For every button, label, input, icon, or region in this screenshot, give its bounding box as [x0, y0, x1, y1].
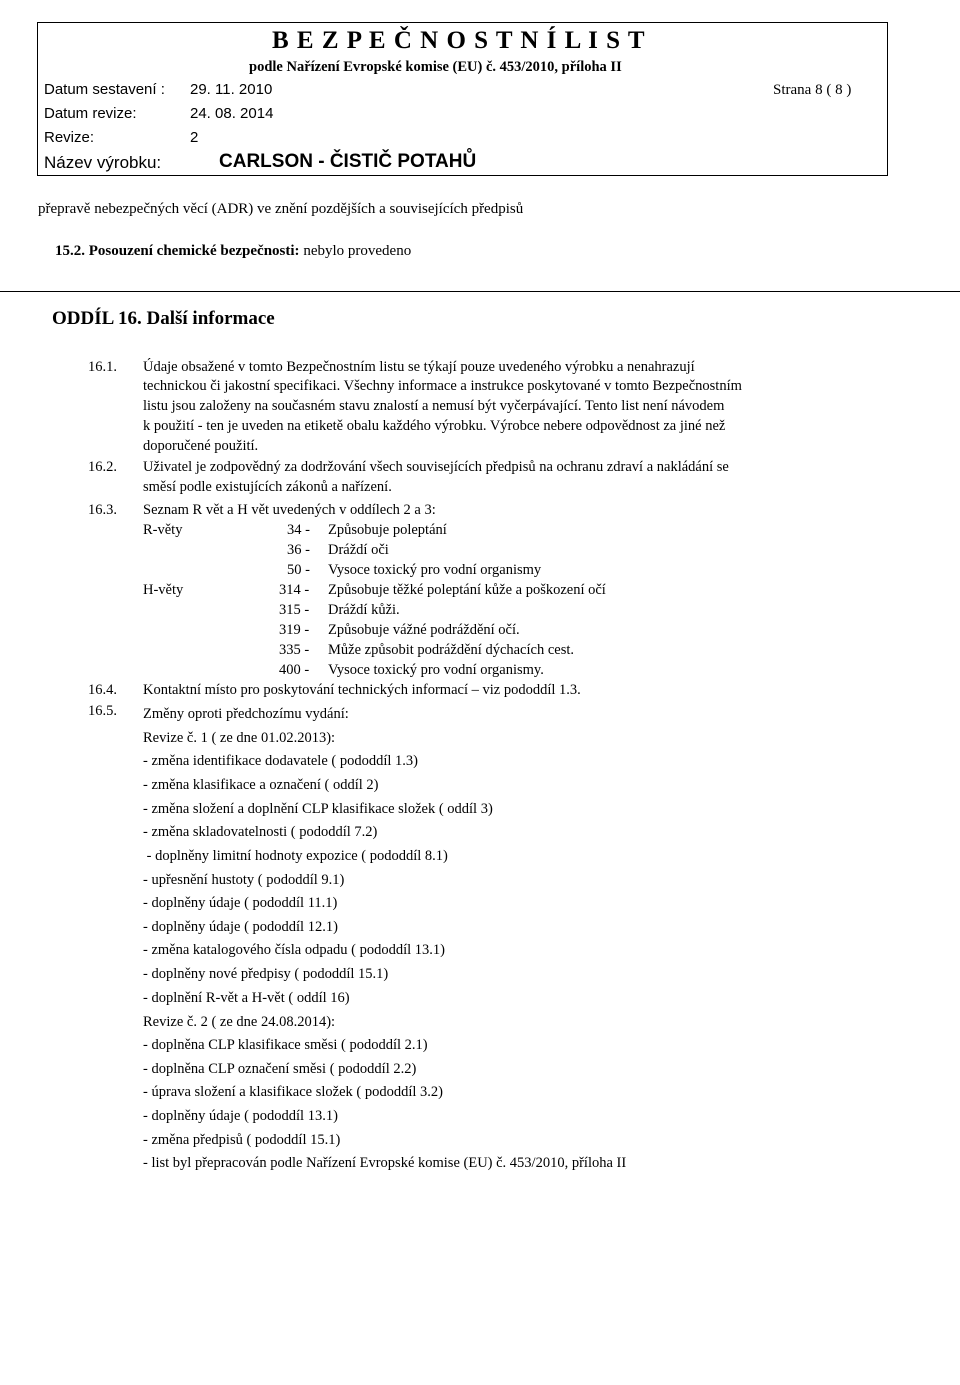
- section-16-1-line: technickou či jakostní specifikaci. Všechny informace a instrukce poskytované v tomto Bezpečnostním: [143, 378, 742, 394]
- change-item: - doplněna CLP klasifikace směsi ( pododdíl 2.1): [143, 1037, 428, 1053]
- section-16-1-number: 16.1.: [88, 359, 117, 375]
- change-item: - doplněny limitní hodnoty expozice ( pododdíl 8.1): [143, 848, 448, 864]
- change-item: Revize č. 2 ( ze dne 24.08.2014):: [143, 1014, 336, 1030]
- h-phrase-code: 315 -: [279, 602, 310, 618]
- section-16-1-line: doporučené použití.: [143, 438, 259, 454]
- change-item: - změna skladovatelnosti ( pododdíl 7.2): [143, 824, 378, 840]
- product-name: CARLSON - ČISTIČ POTAHŮ: [219, 151, 477, 172]
- r-phrases-label: R-věty: [143, 522, 183, 538]
- r-phrase-text: Vysoce toxický pro vodní organismy: [328, 562, 542, 578]
- change-item: - doplněny nové předpisy ( pododdíl 15.1): [143, 966, 389, 982]
- document-title: B E Z P E Č N O S T N Í L I S T: [272, 27, 646, 54]
- r-phrase-text: Způsobuje poleptání: [328, 522, 447, 538]
- h-phrases-label: H-věty: [143, 582, 184, 598]
- section-16-3-number: 16.3.: [88, 502, 117, 518]
- section-16-1-line: listu jsou založeny na současném stavu znalostí a nemusí být vyčerpávající. Tento list není návodem: [143, 398, 725, 414]
- section-15-2: [55, 243, 411, 260]
- h-phrase-code: 335 -: [279, 642, 310, 658]
- section-16-4-text: Kontaktní místo pro poskytování technických informací – viz pododdíl 1.3.: [143, 682, 581, 698]
- change-item: - doplněna CLP označení směsi ( pododdíl 2.2): [143, 1061, 417, 1077]
- section-16-2-line: Uživatel je zodpovědný za dodržování všech souvisejících předpisů na ochranu zdraví a nakládání se: [143, 459, 729, 475]
- section-16-heading: ODDÍL 16. Další informace: [52, 308, 275, 329]
- date-revised-value: 24. 08. 2014: [190, 105, 274, 122]
- section-15-2-text: nebylo provedeno: [299, 243, 412, 259]
- date-created-value: 29. 11. 2010: [190, 81, 273, 98]
- change-item: - upřesnění hustoty ( pododdíl 9.1): [143, 872, 345, 888]
- page-number: Strana 8 ( 8 ): [773, 82, 852, 98]
- h-phrase-text: Způsobuje vážné podráždění očí.: [328, 622, 520, 638]
- change-item: - změna katalogového čísla odpadu ( pododdíl 13.1): [143, 942, 446, 958]
- h-phrase-text: Vysoce toxický pro vodní organismy.: [328, 662, 544, 678]
- h-phrase-text: Může způsobit podráždění dýchacích cest.: [328, 642, 575, 658]
- change-item: - doplněny údaje ( pododdíl 12.1): [143, 919, 338, 935]
- section-divider: [0, 291, 960, 292]
- section-16-3-intro: Seznam R vět a H vět uvedených v oddílech 2 a 3:: [143, 502, 436, 518]
- section-16-4-number: 16.4.: [88, 682, 117, 698]
- change-item: - změna složení a doplnění CLP klasifikace složek ( oddíl 3): [143, 801, 493, 817]
- section-16-5-title: Změny oproti předchozímu vydání:: [143, 706, 349, 722]
- h-phrase-text: Způsobuje těžké poleptání kůže a poškození očí: [328, 582, 606, 598]
- section-16-2-number: 16.2.: [88, 459, 117, 475]
- section-16-1-line: k použití - ten je uveden na etiketě obalu každého výrobku. Výrobce nebere odpovědnost za jiné než: [143, 418, 726, 434]
- change-item: - změna klasifikace a označení ( oddíl 2): [143, 777, 379, 793]
- r-phrase-code: 36 -: [287, 542, 310, 558]
- product-label: Název výrobku:: [44, 153, 162, 172]
- revision-value: 2: [190, 129, 199, 146]
- change-item: - změna předpisů ( pododdíl 15.1): [143, 1132, 341, 1148]
- change-item: - doplněny údaje ( pododdíl 13.1): [143, 1108, 338, 1124]
- change-item: Revize č. 1 ( ze dne 01.02.2013):: [143, 730, 336, 746]
- section-15-2-title: 15.2. Posouzení chemické bezpečnosti:: [55, 243, 300, 259]
- section-16-1-line: Údaje obsažené v tomto Bezpečnostním listu se týkají pouze uvedeného výrobku a nenahrazují: [143, 359, 695, 375]
- revision-label: Revize:: [44, 129, 95, 146]
- r-phrase-code: 34 -: [287, 522, 310, 538]
- change-item: - změna identifikace dodavatele ( pododdíl 1.3): [143, 753, 418, 769]
- change-item: - list byl přepracován podle Nařízení Evropské komise (EU) č. 453/2010, příloha II: [143, 1155, 627, 1171]
- transport-line: přepravě nebezpečných věcí (ADR) ve znění pozdějších a souvisejících předpisů: [38, 201, 524, 217]
- r-phrase-text: Dráždí oči: [328, 542, 389, 558]
- change-item: - doplnění R-vět a H-vět ( oddíl 16): [143, 990, 350, 1006]
- h-phrase-code: 319 -: [279, 622, 310, 638]
- date-created-label: Datum sestavení :: [44, 81, 165, 98]
- h-phrase-code: 314 -: [279, 582, 310, 598]
- section-16-5-number: 16.5.: [88, 703, 117, 719]
- r-phrase-code: 50 -: [287, 562, 310, 578]
- change-item: - doplněny údaje ( pododdíl 11.1): [143, 895, 338, 911]
- section-16-2-line: směsí podle existujících zákonů a nařízení.: [143, 479, 392, 495]
- change-item: - úprava složení a klasifikace složek ( pododdíl 3.2): [143, 1084, 443, 1100]
- h-phrase-code: 400 -: [279, 662, 310, 678]
- h-phrase-text: Dráždí kůži.: [328, 602, 400, 618]
- document-subtitle: podle Nařízení Evropské komise (EU) č. 453/2010, příloha II: [249, 59, 622, 75]
- date-revised-label: Datum revize:: [44, 105, 137, 122]
